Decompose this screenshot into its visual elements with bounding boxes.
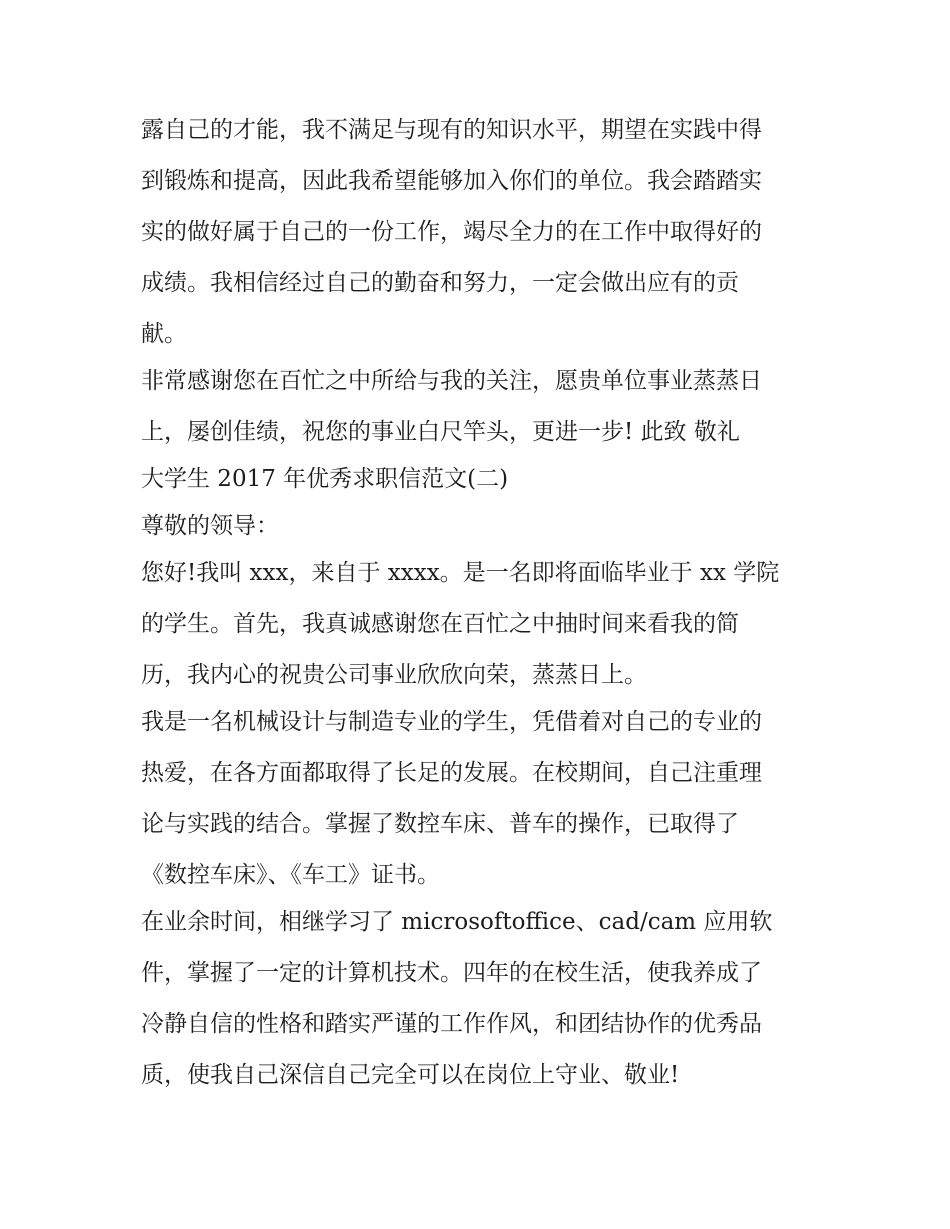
text-line-10: 您好!我叫 xxx，来自于 xxxx。是一名即将面临毕业于 xx 学院 (141, 560, 780, 586)
text-line-2: 到锻炼和提高，因此我希望能够加入你们的单位。我会踏踏实 (141, 168, 762, 194)
text-line-6: 非常感谢您在百忙之中所给与我的关注，愿贵单位事业蒸蒸日 (141, 368, 762, 394)
text-line-7: 上，屡创佳绩，祝您的事业白尺竿头，更进一步! 此致 敬礼 (141, 419, 740, 445)
text-line-17: 在业余时间，相继学习了 microsoftoffice、cad/cam 应用软 (141, 909, 773, 935)
text-line-3: 实的做好属于自己的一份工作，竭尽全力的在工作中取得好的 (141, 219, 762, 245)
text-line-11: 的学生。首先，我真诚感谢您在百忙之中抽时间来看我的简 (141, 611, 739, 637)
text-line-14: 热爱，在各方面都取得了长足的发展。在校期间，自己注重理 (141, 760, 762, 786)
text-line-20: 质，使我自己深信自己完全可以在岗位上守业、敬业! (141, 1062, 680, 1088)
text-line-16: 《数控车床》、《车工》证书。 (141, 862, 440, 888)
text-line-12: 历，我内心的祝贵公司事业欣欣向荣，蒸蒸日上。 (141, 662, 647, 688)
text-line-18: 件，掌握了一定的计算机技术。四年的在校生活，使我养成了 (141, 960, 762, 986)
text-line-1: 露自己的才能，我不满足与现有的知识水平，期望在实践中得 (141, 117, 762, 143)
salutation: 尊敬的领导： (141, 513, 279, 539)
text-line-4: 成绩。我相信经过自己的勤奋和努力，一定会做出应有的贡 (141, 270, 739, 296)
document-body (141, 108, 821, 1104)
text-line-15: 论与实践的结合。掌握了数控车床、普车的操作，已取得了 (141, 811, 739, 837)
text-line-5: 献。 (141, 321, 187, 347)
letter-title: 大学生 2017 年优秀求职信范文(二) (141, 466, 509, 492)
text-line-13: 我是一名机械设计与制造专业的学生，凭借着对自己的专业的 (141, 709, 762, 735)
text-line-19: 冷静自信的性格和踏实严谨的工作作风，和团结协作的优秀品 (141, 1011, 762, 1037)
